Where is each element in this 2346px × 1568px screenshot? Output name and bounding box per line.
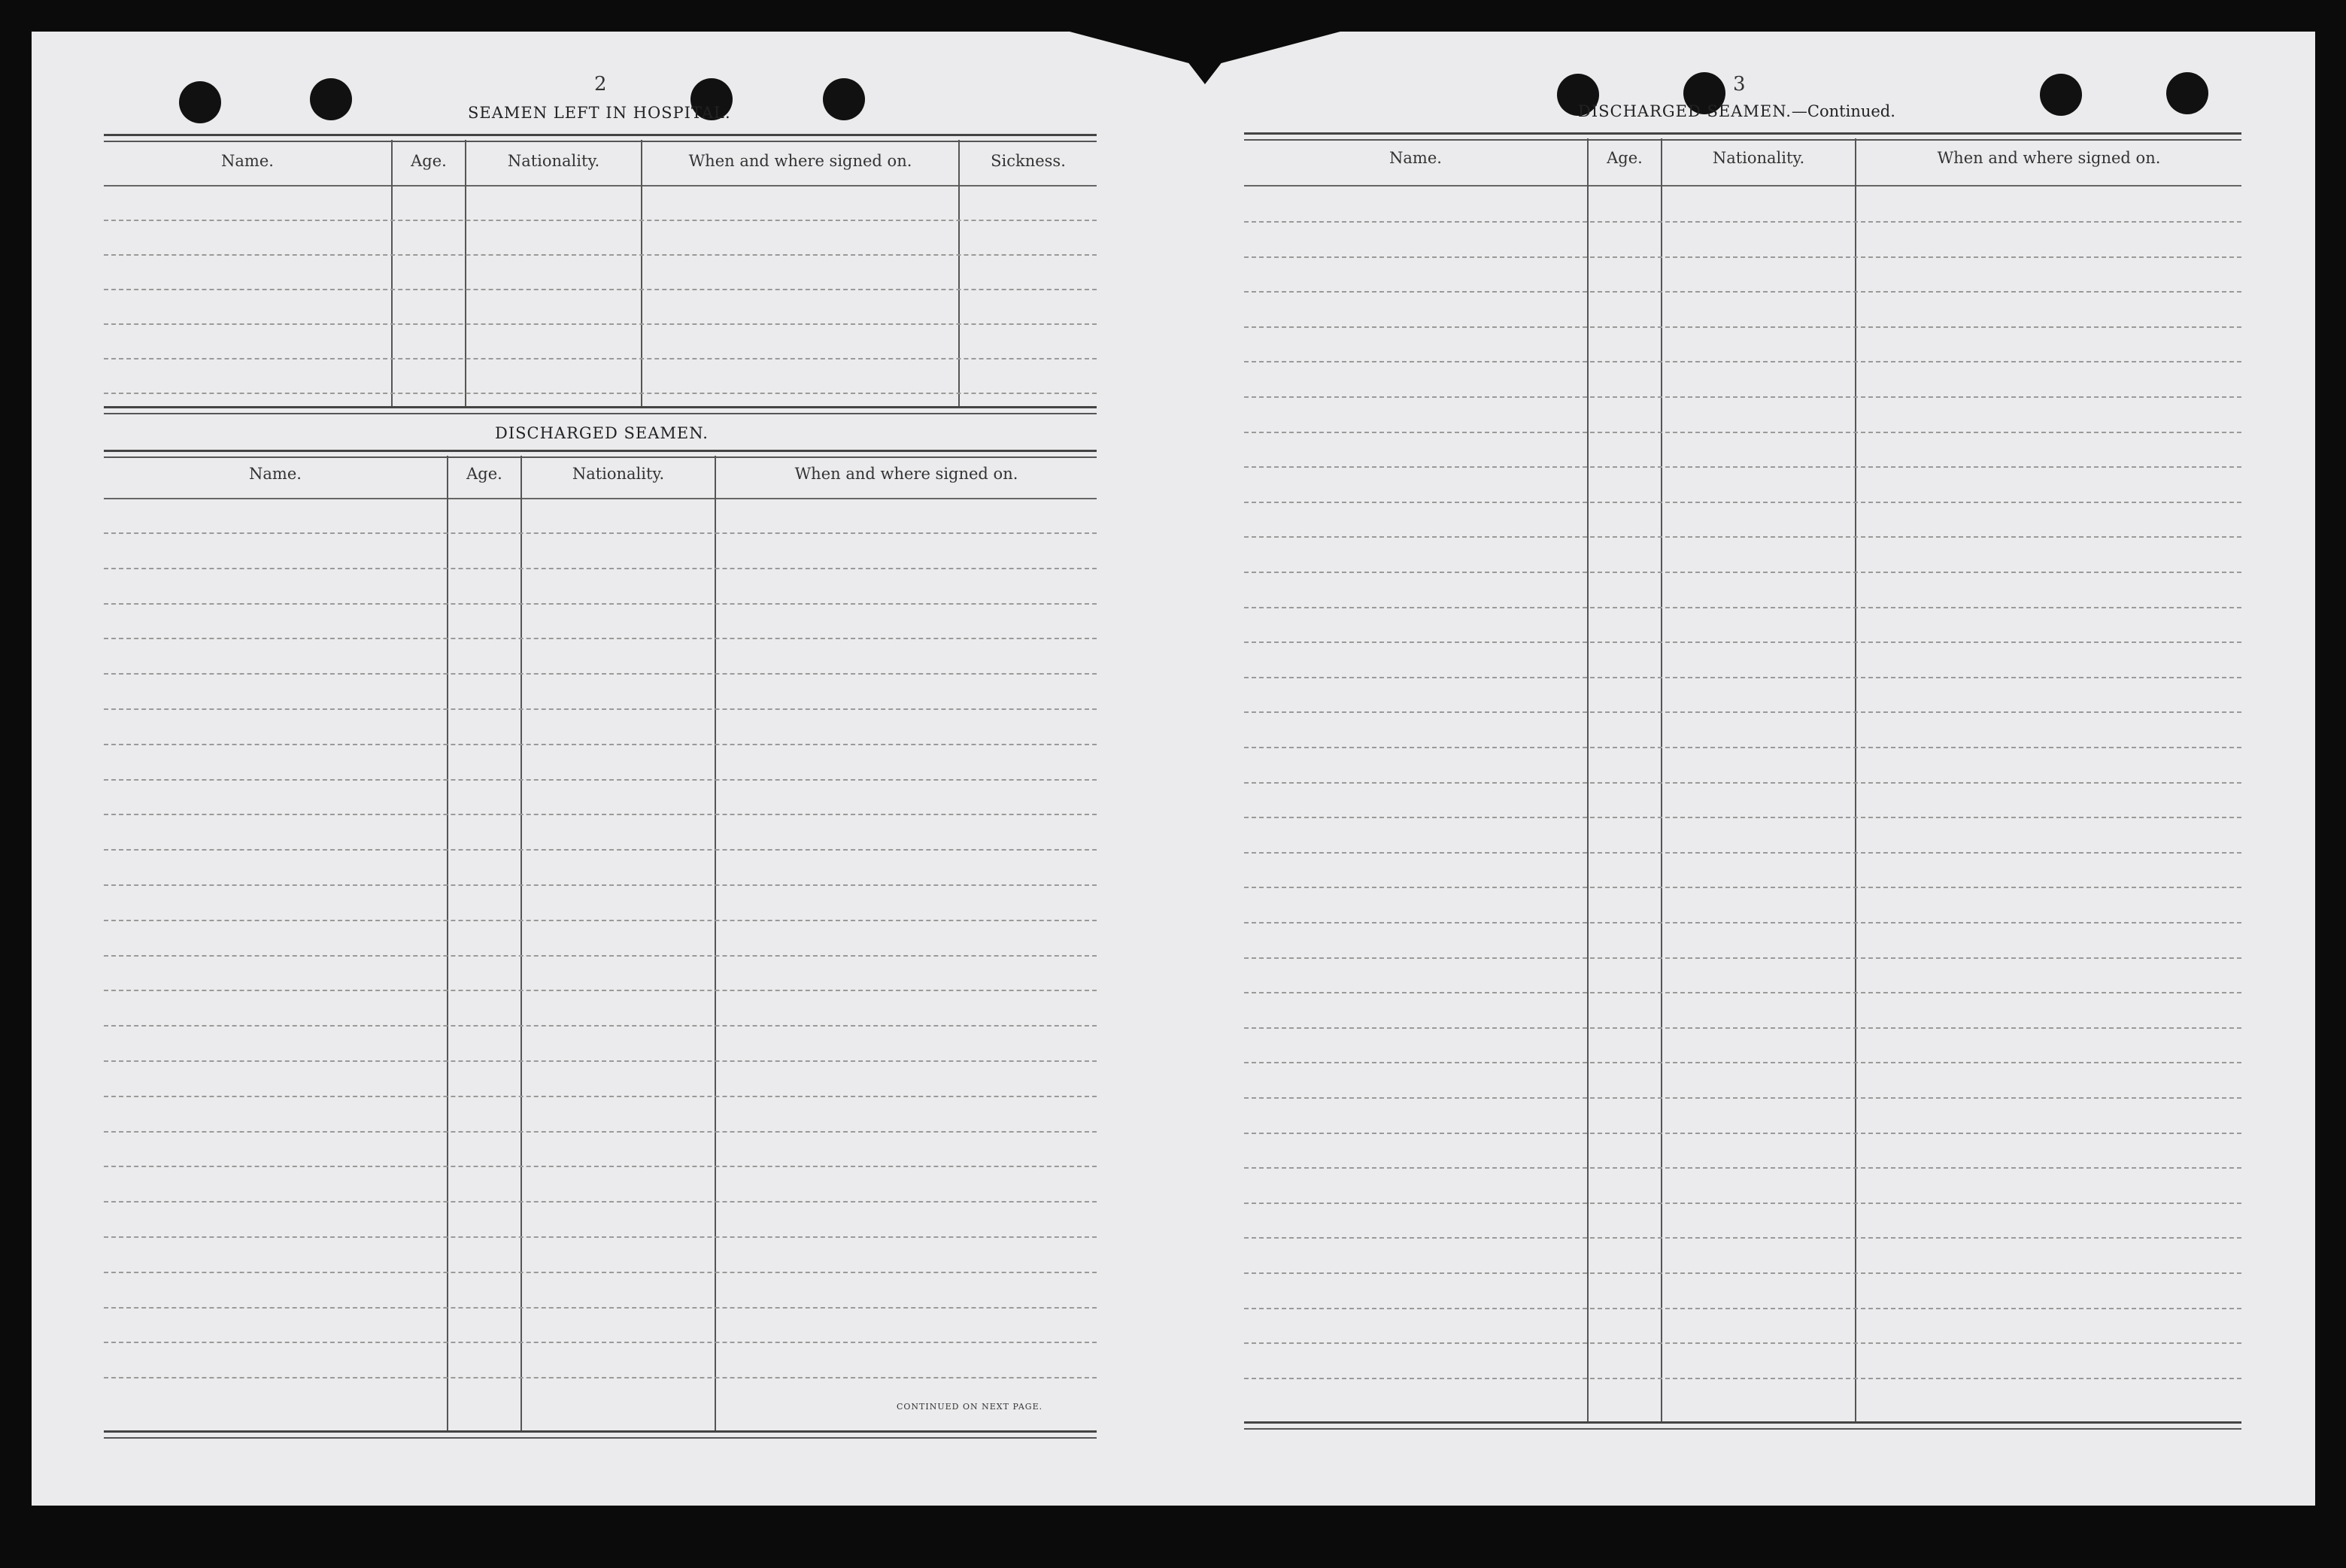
table-row [104,884,1097,886]
table-row [1244,572,2241,573]
table-row [1244,641,2241,643]
table-row [1244,1378,2241,1379]
table-row [104,1307,1097,1309]
col-header-age: Age. [411,152,447,170]
table-row [104,779,1097,781]
table-row [1244,957,2241,959]
table-row [104,990,1097,991]
table-row [1244,221,2241,223]
table-row [1244,536,2241,538]
table-row [104,744,1097,745]
table-row [1244,747,2241,748]
table-row [1244,1272,2241,1274]
col-header-nationality: Nationality. [1712,149,1805,167]
table-row [104,1201,1097,1203]
table-row [1244,1342,2241,1344]
col-header-signed-on: When and where signed on. [794,465,1018,483]
table-row [104,1025,1097,1027]
table-row [104,1342,1097,1343]
col-header-name: Name. [249,465,302,483]
table-row [104,920,1097,921]
table-row [1244,1203,2241,1204]
table-row [1244,782,2241,784]
col-header-signed-on: When and where signed on. [1937,149,2161,167]
table-row [1244,1133,2241,1134]
table-row [104,673,1097,675]
punch-hole [179,81,221,123]
table-row [104,955,1097,957]
discharged-table [104,450,1097,1442]
discharged-continued-title: DISCHARGED SEAMEN.—Continued. [1578,102,1895,120]
table-row [1244,326,2241,328]
discharged-continued-table [1244,132,2241,1433]
col-header-name: Name. [221,152,274,170]
table-row [1244,607,2241,608]
table-row [104,638,1097,639]
table-row [104,1272,1097,1273]
table-row [1244,466,2241,468]
table-row [1244,1237,2241,1239]
table-row [104,568,1097,569]
table-row [1244,361,2241,362]
col-header-nationality: Nationality. [572,465,665,483]
table-row [1244,922,2241,924]
table-row [104,708,1097,710]
punch-hole [2166,72,2208,114]
table-row [104,603,1097,605]
table-row [1244,291,2241,293]
col-header-age: Age. [1607,149,1643,167]
table-row [104,532,1097,534]
table-row [1244,711,2241,713]
table-row [1244,1097,2241,1099]
punch-hole [823,78,865,120]
table-row [1244,1308,2241,1309]
table-row [104,1131,1097,1133]
table-row [1244,1167,2241,1169]
table-row [1244,502,2241,503]
table-row [104,1377,1097,1378]
table-row [1244,256,2241,258]
table-row [104,1060,1097,1062]
table-row [1244,1027,2241,1029]
table-row [104,1236,1097,1238]
table-row [1244,992,2241,993]
torn-notch [1070,32,1340,84]
document-sheet [32,32,2315,1506]
table-row [104,1166,1097,1167]
table-row [1244,852,2241,854]
page-number-right: 3 [1733,73,1746,96]
table-row [104,849,1097,851]
col-header-signed-on: When and where signed on. [688,152,912,170]
col-header-age: Age. [466,465,502,483]
discharged-section-title: DISCHARGED SEAMEN. [495,424,709,442]
hospital-section-title: SEAMEN LEFT IN HOSPITAL. [468,104,731,122]
table-row [1244,817,2241,818]
continued-footer: CONTINUED ON NEXT PAGE. [897,1402,1043,1412]
table-row [1244,1062,2241,1063]
table-row [1244,396,2241,398]
punch-hole [2040,74,2082,116]
hospital-table [104,134,1097,445]
table-row [1244,432,2241,433]
page-number-left: 2 [594,73,607,96]
table-row [104,1096,1097,1097]
table-row [1244,887,2241,888]
punch-hole [310,78,352,120]
table-row [1244,677,2241,678]
table-row [104,814,1097,815]
col-header-nationality: Nationality. [507,152,600,170]
col-header-sickness: Sickness. [991,152,1066,170]
col-header-name: Name. [1389,149,1442,167]
